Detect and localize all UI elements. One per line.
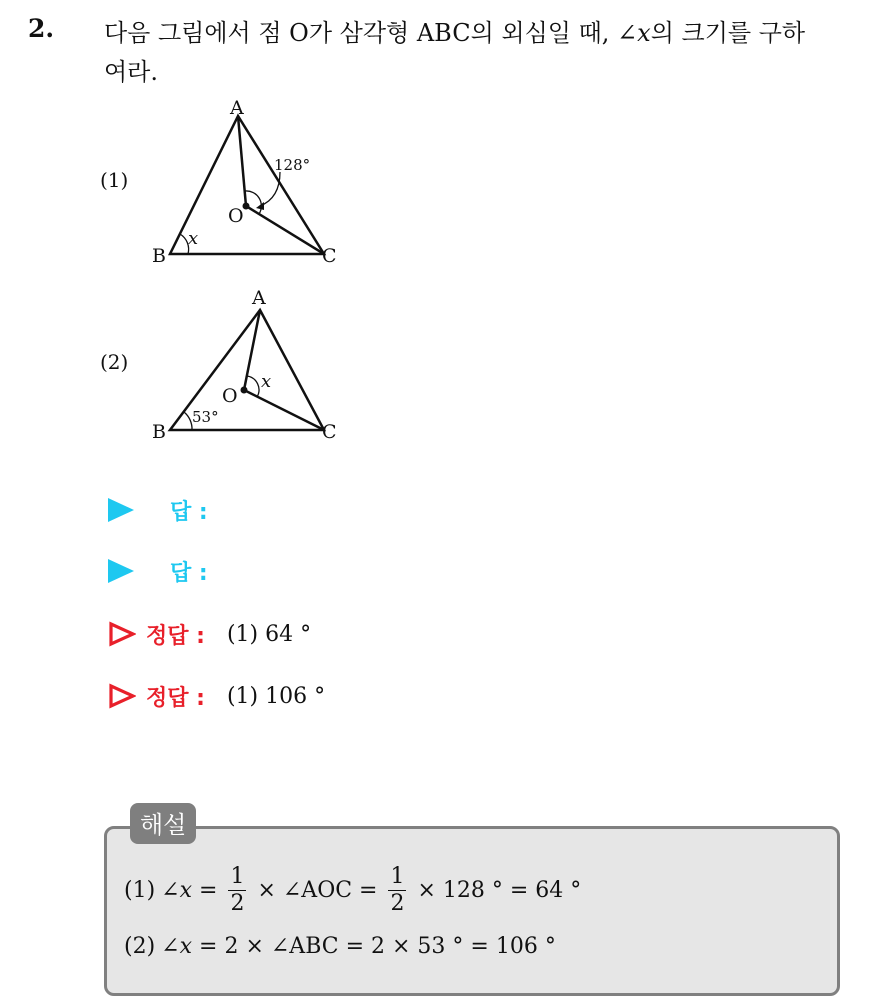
center-label: O — [228, 205, 244, 227]
correct-answer-row-2 — [108, 676, 325, 716]
solution-1-tail: × 128 ° = 64 ° — [410, 878, 582, 903]
solution-1-prefix: (1) — [124, 878, 156, 903]
solution-line-1 — [124, 866, 581, 915]
angle-o-label: 128° — [274, 156, 311, 174]
equals: = — [192, 878, 225, 903]
angle-symbol: ∠ — [161, 878, 180, 903]
solution-tag: 해설 — [130, 803, 196, 844]
angle-b-label: x — [188, 228, 199, 249]
angle-b-arc — [184, 412, 192, 430]
vertex-c-label: C — [322, 245, 337, 267]
fraction-numerator: 1 — [230, 864, 245, 889]
vertex-a-label: A — [230, 97, 244, 119]
question-number: 2. — [28, 14, 55, 43]
center-label: O — [222, 385, 238, 407]
figure-2-label: (2) — [100, 350, 129, 374]
arrow-head — [256, 202, 264, 210]
fraction-half-2 — [388, 866, 406, 915]
correct-answer-value: (1) 64 ° — [226, 621, 312, 647]
question-line1-start: 다음 그림에서 점 O가 삼각형 ABC의 외심일 때, — [104, 19, 618, 47]
solution-line-2 — [124, 934, 556, 959]
segment-ao — [238, 116, 246, 206]
question-text — [104, 14, 874, 92]
angle-o-label: x — [261, 371, 272, 392]
correct-answer-row-1 — [108, 614, 311, 654]
fraction-half — [228, 866, 246, 915]
fraction-numerator: 1 — [390, 864, 405, 889]
outline-play-icon — [108, 621, 136, 647]
vertex-c-label: C — [322, 421, 337, 443]
segment-oc — [246, 206, 324, 254]
angle-variable: x — [179, 878, 193, 903]
angle-variable: x — [179, 934, 193, 959]
angle-b-label: 53° — [192, 408, 219, 426]
correct-answer-label: 정답 : — [146, 685, 205, 711]
outline-play-icon — [108, 683, 136, 709]
answer-label: 답 : — [170, 560, 208, 586]
vertex-b-label: B — [152, 245, 166, 267]
question-line1-end: 의 크기를 구하 — [650, 19, 806, 47]
play-icon — [108, 498, 134, 522]
fraction-denominator: 2 — [390, 891, 405, 916]
solution-1-middle: × ∠AOC = — [250, 878, 385, 903]
angle-symbol: ∠ — [161, 934, 180, 959]
figure-2-diagram — [140, 284, 360, 454]
correct-answer-label: 정답 : — [146, 623, 205, 649]
play-icon — [108, 559, 134, 583]
angle-symbol: ∠ — [617, 19, 638, 47]
vertex-a-label: A — [252, 287, 266, 309]
angle-variable: x — [637, 19, 651, 47]
answer-label: 답 : — [170, 499, 208, 525]
question-line2: 여라. — [104, 58, 158, 86]
correct-answer-value: (1) 106 ° — [226, 683, 326, 709]
fraction-denominator: 2 — [230, 891, 245, 916]
figure-1-diagram — [140, 94, 360, 274]
solution-2-tail: = 2 × ∠ABC = 2 × 53 ° = 106 ° — [192, 934, 556, 959]
solution-2-prefix: (2) — [124, 934, 156, 959]
answer-row-2[interactable] — [108, 551, 208, 591]
center-point — [241, 387, 248, 394]
answer-row-1[interactable] — [108, 490, 208, 530]
vertex-b-label: B — [152, 421, 166, 443]
figure-1-label: (1) — [100, 168, 129, 192]
